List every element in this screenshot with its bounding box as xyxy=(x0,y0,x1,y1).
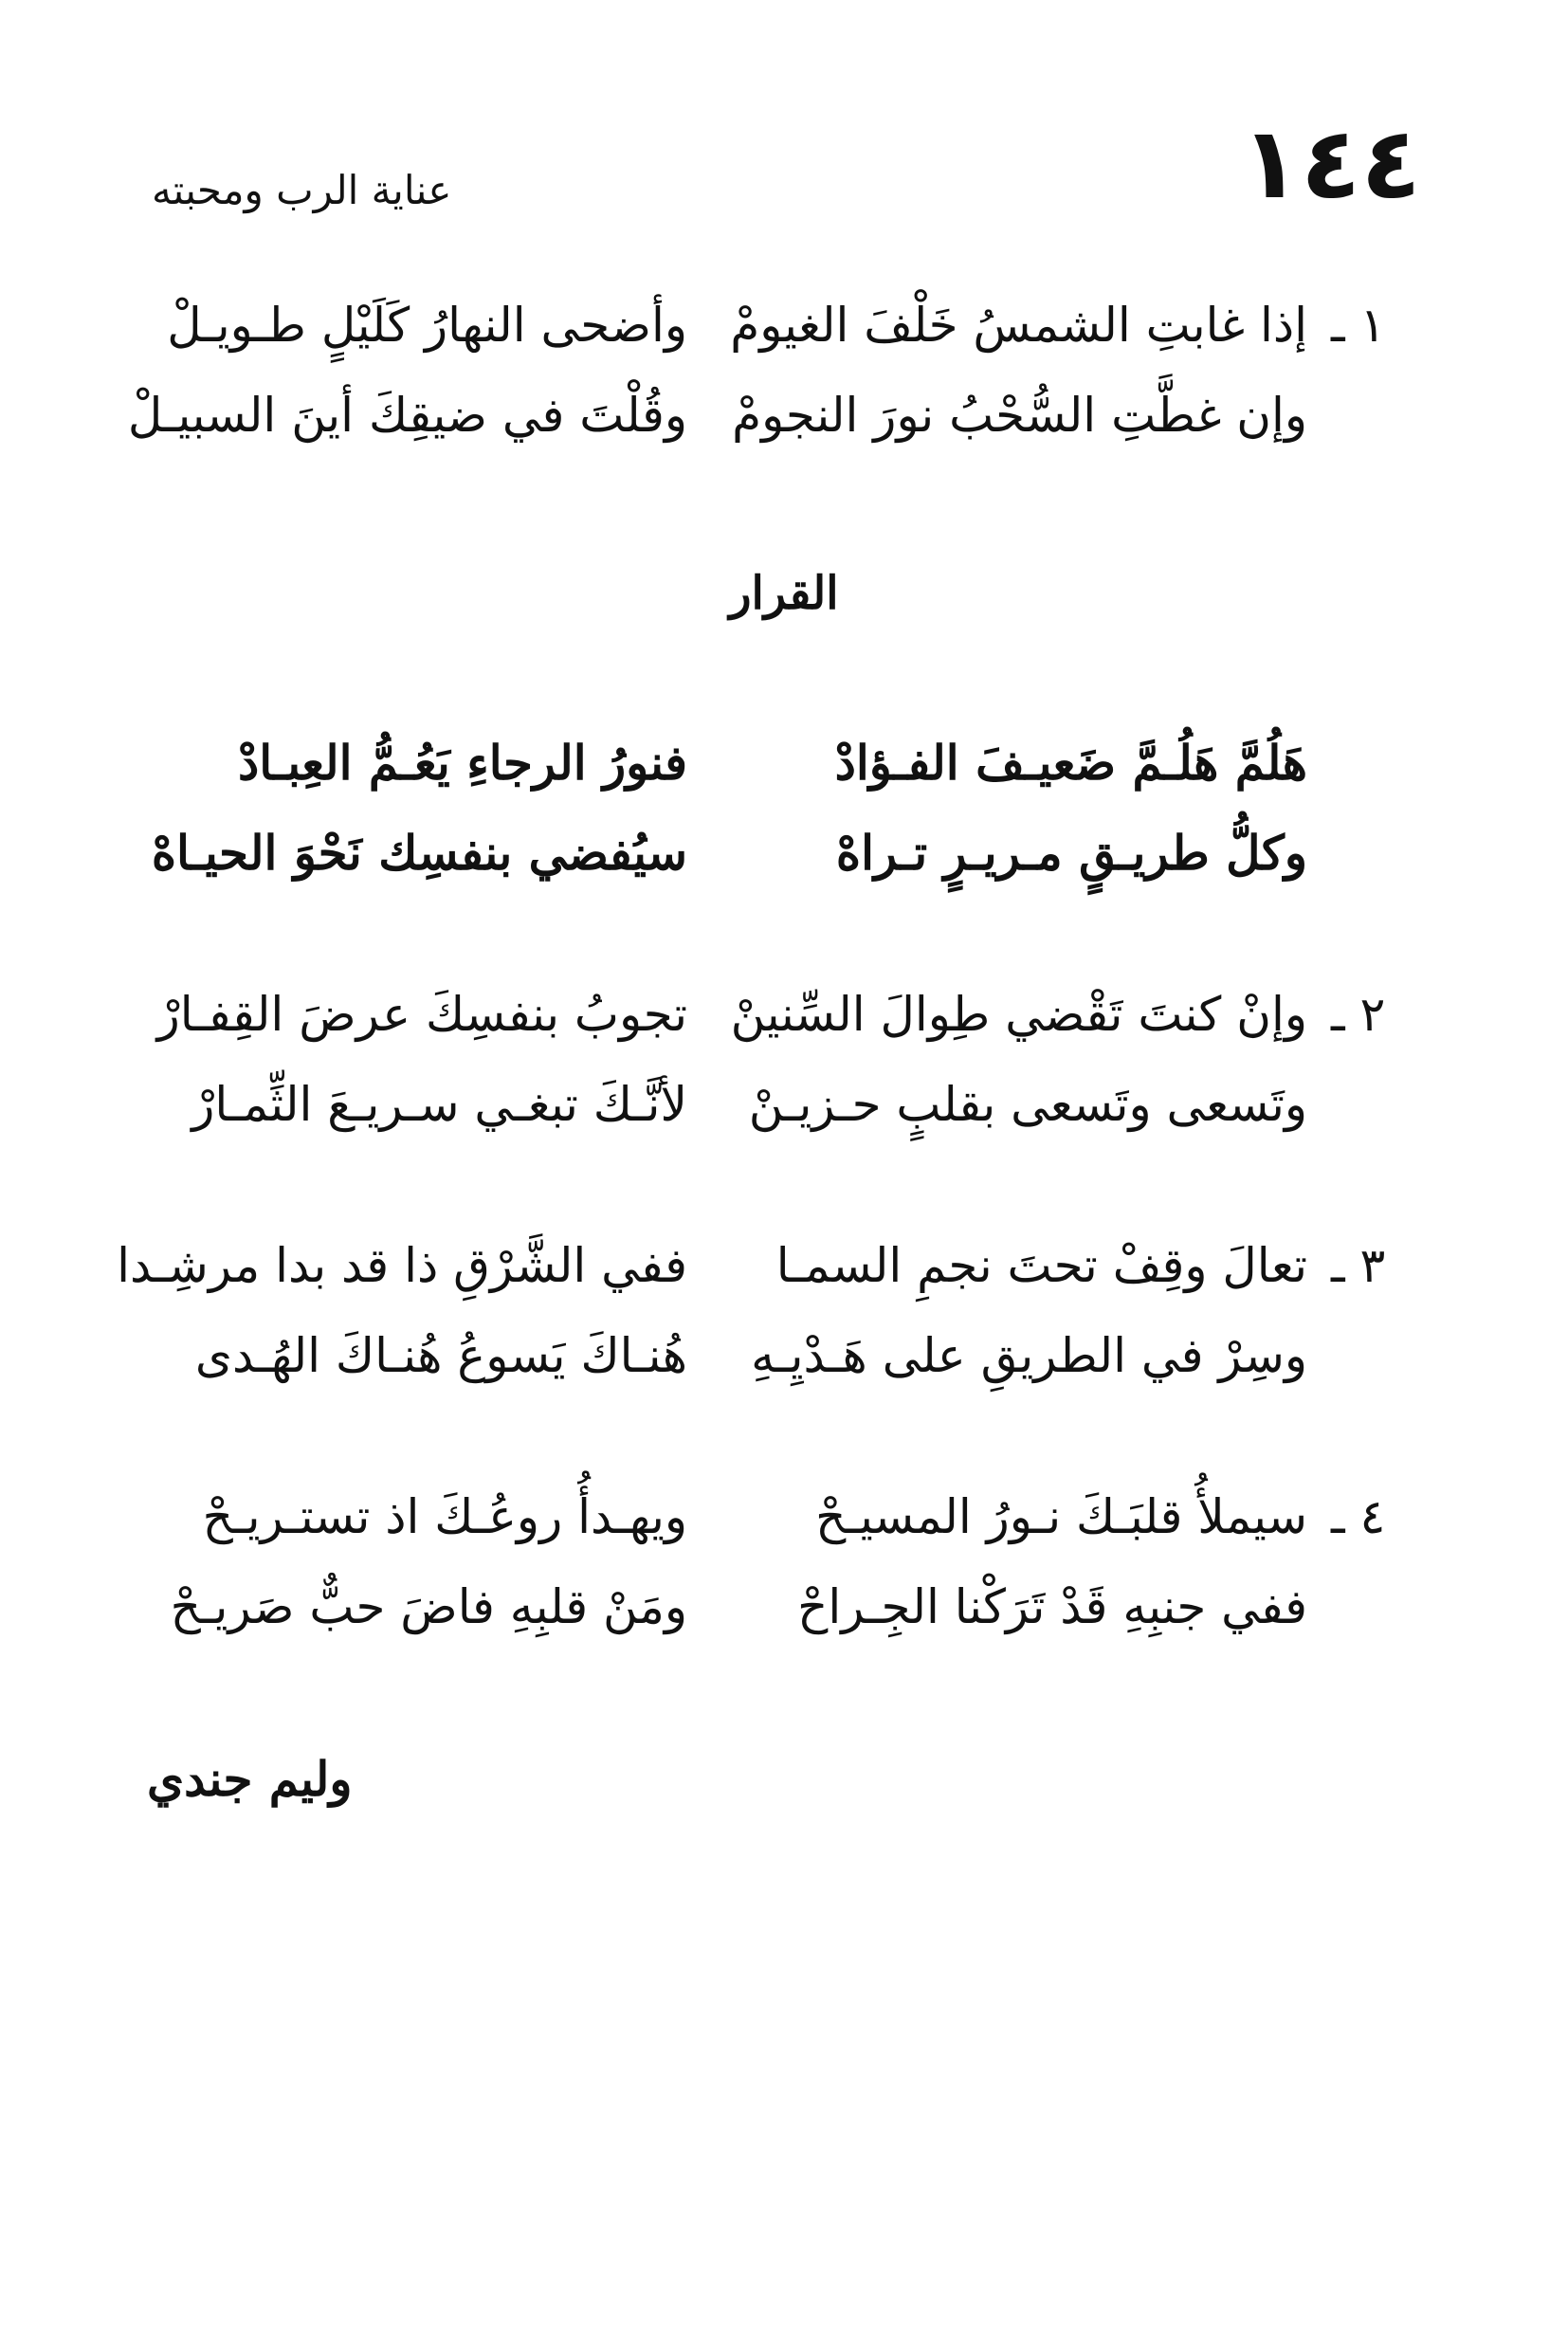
verse-line-1-first-hemistich: تعالَ وقِفْ تحتَ نجمِ السمـا xyxy=(775,1238,1307,1293)
verse-number: ١ ـ xyxy=(1331,298,1386,353)
verse-2 xyxy=(0,987,1568,1161)
refrain-line-1-first-hemistich: هَلُمَّ هَلُـمَّ ضَعيـفَ الفـؤادْ xyxy=(834,735,1307,791)
verse-number: ٢ ـ xyxy=(1331,987,1386,1042)
refrain-line-2-first-hemistich: وكلُّ طريـقٍ مـريـرٍ تـراهْ xyxy=(835,825,1307,881)
verse-number: ٣ ـ xyxy=(1331,1238,1386,1293)
verse-line-2-first-hemistich: وتَسعى وتَسعى بقلبٍ حـزيـنْ xyxy=(748,1077,1307,1132)
verse-line-1-first-hemistich: إذا غابتِ الشمسُ خَلْفَ الغيومْ xyxy=(730,298,1307,353)
verse-4 xyxy=(0,1489,1568,1664)
verse-line-2-second-hemistich: هُنـاكَ يَسوعُ هُنـاكَ الهُـدى xyxy=(194,1328,687,1383)
verse-number: ٤ ـ xyxy=(1331,1489,1386,1544)
refrain xyxy=(0,735,1568,910)
verse-3 xyxy=(0,1238,1568,1412)
refrain-title: القرار xyxy=(729,567,839,620)
verse-line-1-second-hemistich: تجوبُ بنفسِكَ عرضَ القِفـارْ xyxy=(156,987,687,1042)
verse-line-1-second-hemistich: ويهـدأُ روعُـكَ اذ تستـريـحْ xyxy=(202,1489,687,1544)
refrain-line-1-second-hemistich: فنورُ الرجاءِ يَعُـمُّ العِبـادْ xyxy=(238,735,687,791)
verse-line-1-first-hemistich: وإنْ كنتَ تَقْضي طِوالَ السِّنينْ xyxy=(730,987,1307,1042)
page-number: ١٤٤ xyxy=(1240,105,1421,221)
author-name: وليم جندي xyxy=(147,1751,353,1807)
running-title: عناية الرب ومحبته xyxy=(152,167,452,213)
verse-1 xyxy=(0,298,1568,472)
verse-line-2-first-hemistich: ففي جنبِهِ قَدْ تَرَكْنا الجِـراحْ xyxy=(797,1579,1307,1634)
verse-line-1-first-hemistich: سيملأُ قلبَـكَ نـورُ المسيـحْ xyxy=(815,1489,1307,1544)
verse-line-2-first-hemistich: وإن غطَّتِ السُّحْبُ نورَ النجومْ xyxy=(732,388,1307,443)
verse-line-2-second-hemistich: وقُلْتَ في ضيقِكَ أينَ السبيـلْ xyxy=(127,388,687,443)
verse-line-2-first-hemistich: وسِرْ في الطريقِ على هَـدْيِـهِ xyxy=(751,1328,1307,1383)
verse-line-1-second-hemistich: ففي الشَّرْقِ ذا قد بدا مرشِـدا xyxy=(117,1238,687,1293)
verse-line-1-second-hemistich: وأضحى النهارُ كَلَيْلٍ طـويـلْ xyxy=(167,298,687,353)
refrain-line-2-second-hemistich: سيُفضي بنفسِك نَحْوَ الحيـاهْ xyxy=(151,825,687,881)
verse-line-2-second-hemistich: لأنَّـكَ تبغـي سـريـعَ الثِّمـارْ xyxy=(191,1077,687,1132)
verse-line-2-second-hemistich: ومَنْ قلبِهِ فاضَ حبٌّ صَريـحْ xyxy=(170,1579,687,1634)
